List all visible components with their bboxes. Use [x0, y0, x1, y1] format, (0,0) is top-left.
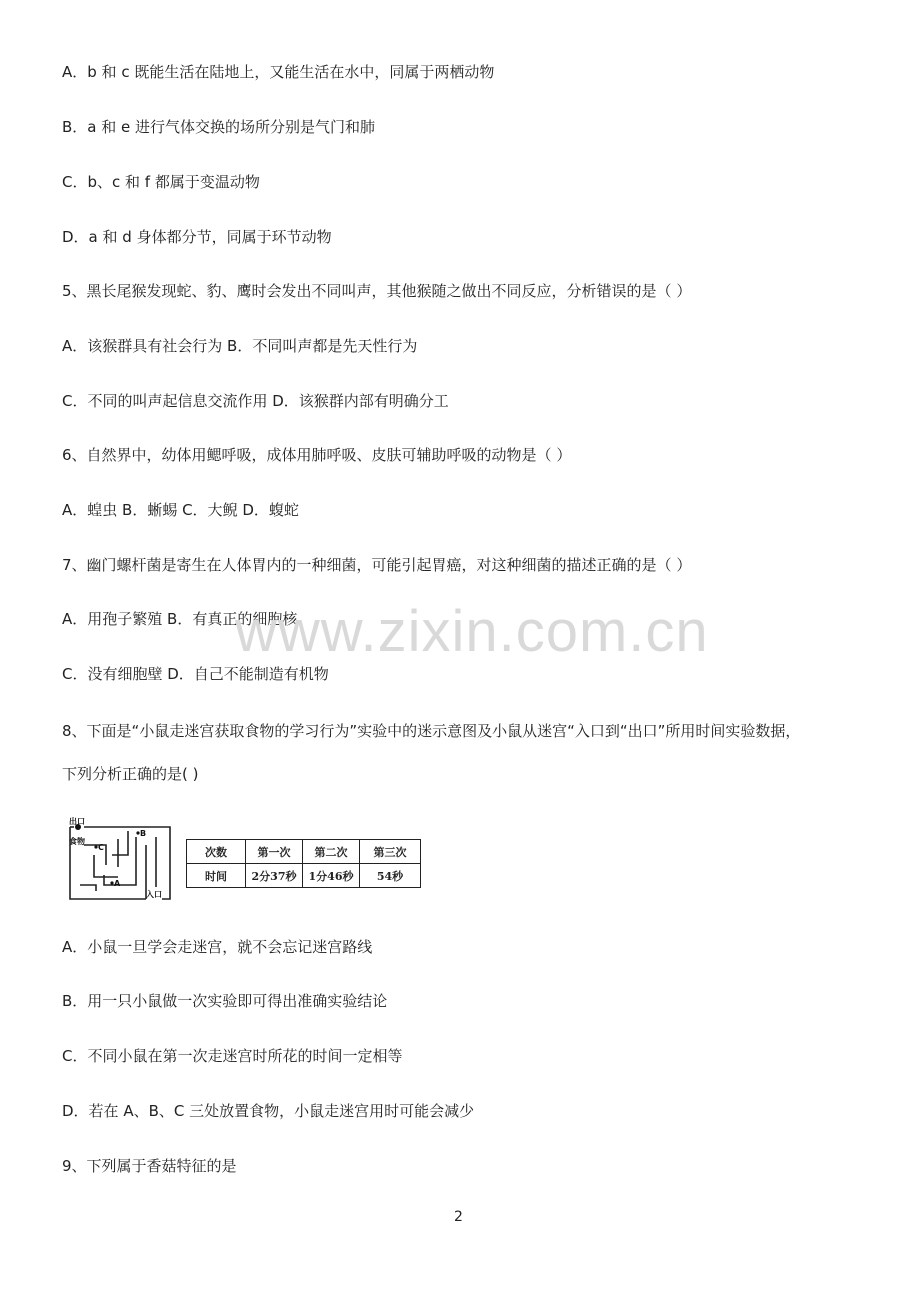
table-cell: 1分46秒 — [303, 864, 360, 888]
table-cell: 2分37秒 — [246, 864, 303, 888]
table-header-cell: 第二次 — [303, 840, 360, 864]
question-9: 9、下列属于香菇特征的是 — [62, 1157, 237, 1175]
question-7: 7、幽门螺杆菌是寄生在人体胃内的一种细菌，可能引起胃癌，对这种细菌的描述正确的是（ ） — [62, 556, 692, 574]
option-7ab: A．用孢子繁殖 B．有真正的细胞核 — [62, 610, 298, 628]
option-4b: B．a 和 e 进行气体交换的场所分别是气门和肺 — [62, 118, 376, 136]
option-5cd: C．不同的叫声起信息交流作用 D．该猴群内部有明确分工 — [62, 392, 449, 410]
option-6: A．蝗虫 B．蜥蜴 C．大鲵 D．蝮蛇 — [62, 501, 299, 519]
maze-point-a: A — [114, 879, 121, 888]
question-8: 8、下面是“小鼠走迷宫获取食物的学习行为”实验中的迷示意图及小鼠从迷宫“入口到“出口”所用时间实验数据， — [62, 722, 801, 740]
table-row — [187, 840, 421, 864]
option-8c: C．不同小鼠在第一次走迷宫时所花的时间一定相等 — [62, 1047, 403, 1065]
table-header-cell: 次数 — [187, 840, 246, 864]
option-4a: A．b 和 c 既能生活在陆地上，又能生活在水中，同属于两栖动物 — [62, 63, 495, 81]
option-5ab: A．该猴群具有社会行为 B．不同叫声都是先天性行为 — [62, 337, 418, 355]
time-table — [186, 839, 421, 888]
option-8a: A．小鼠一旦学会走迷宫，就不会忘记迷宫路线 — [62, 938, 373, 956]
maze-figure — [66, 815, 426, 905]
table-header-cell: 第一次 — [246, 840, 303, 864]
option-4c: C．b、c 和 f 都属于变温动物 — [62, 173, 260, 191]
table-cell: 时间 — [187, 864, 246, 888]
question-6: 6、自然界中，幼体用鳃呼吸，成体用肺呼吸、皮肤可辅助呼吸的动物是（ ） — [62, 446, 572, 464]
option-8d: D．若在 A、B、C 三处放置食物，小鼠走迷宫用时可能会减少 — [62, 1102, 475, 1120]
maze-entrance-label: 入口 — [146, 890, 162, 899]
watermark: www.zixin.com.cn — [235, 599, 709, 664]
option-7cd: C．没有细胞壁 D．自己不能制造有机物 — [62, 665, 329, 683]
question-8-cont: 下列分析正确的是( ) — [62, 765, 199, 783]
maze-food-label: 食物 — [69, 837, 85, 846]
maze-point-b: B — [140, 829, 147, 838]
maze-exit-label: 出口 — [69, 817, 85, 826]
page-number: 2 — [454, 1209, 463, 1225]
maze-diagram — [66, 815, 176, 905]
maze-point-c: C — [98, 843, 104, 852]
table-row — [187, 864, 421, 888]
option-8b: B．用一只小鼠做一次实验即可得出准确实验结论 — [62, 992, 388, 1010]
table-cell: 54秒 — [360, 864, 421, 888]
table-header-cell: 第三次 — [360, 840, 421, 864]
question-5: 5、黑长尾猴发现蛇、豹、鹰时会发出不同叫声，其他猴随之做出不同反应，分析错误的是（ ） — [62, 282, 692, 300]
option-4d: D．a 和 d 身体都分节，同属于环节动物 — [62, 228, 332, 246]
